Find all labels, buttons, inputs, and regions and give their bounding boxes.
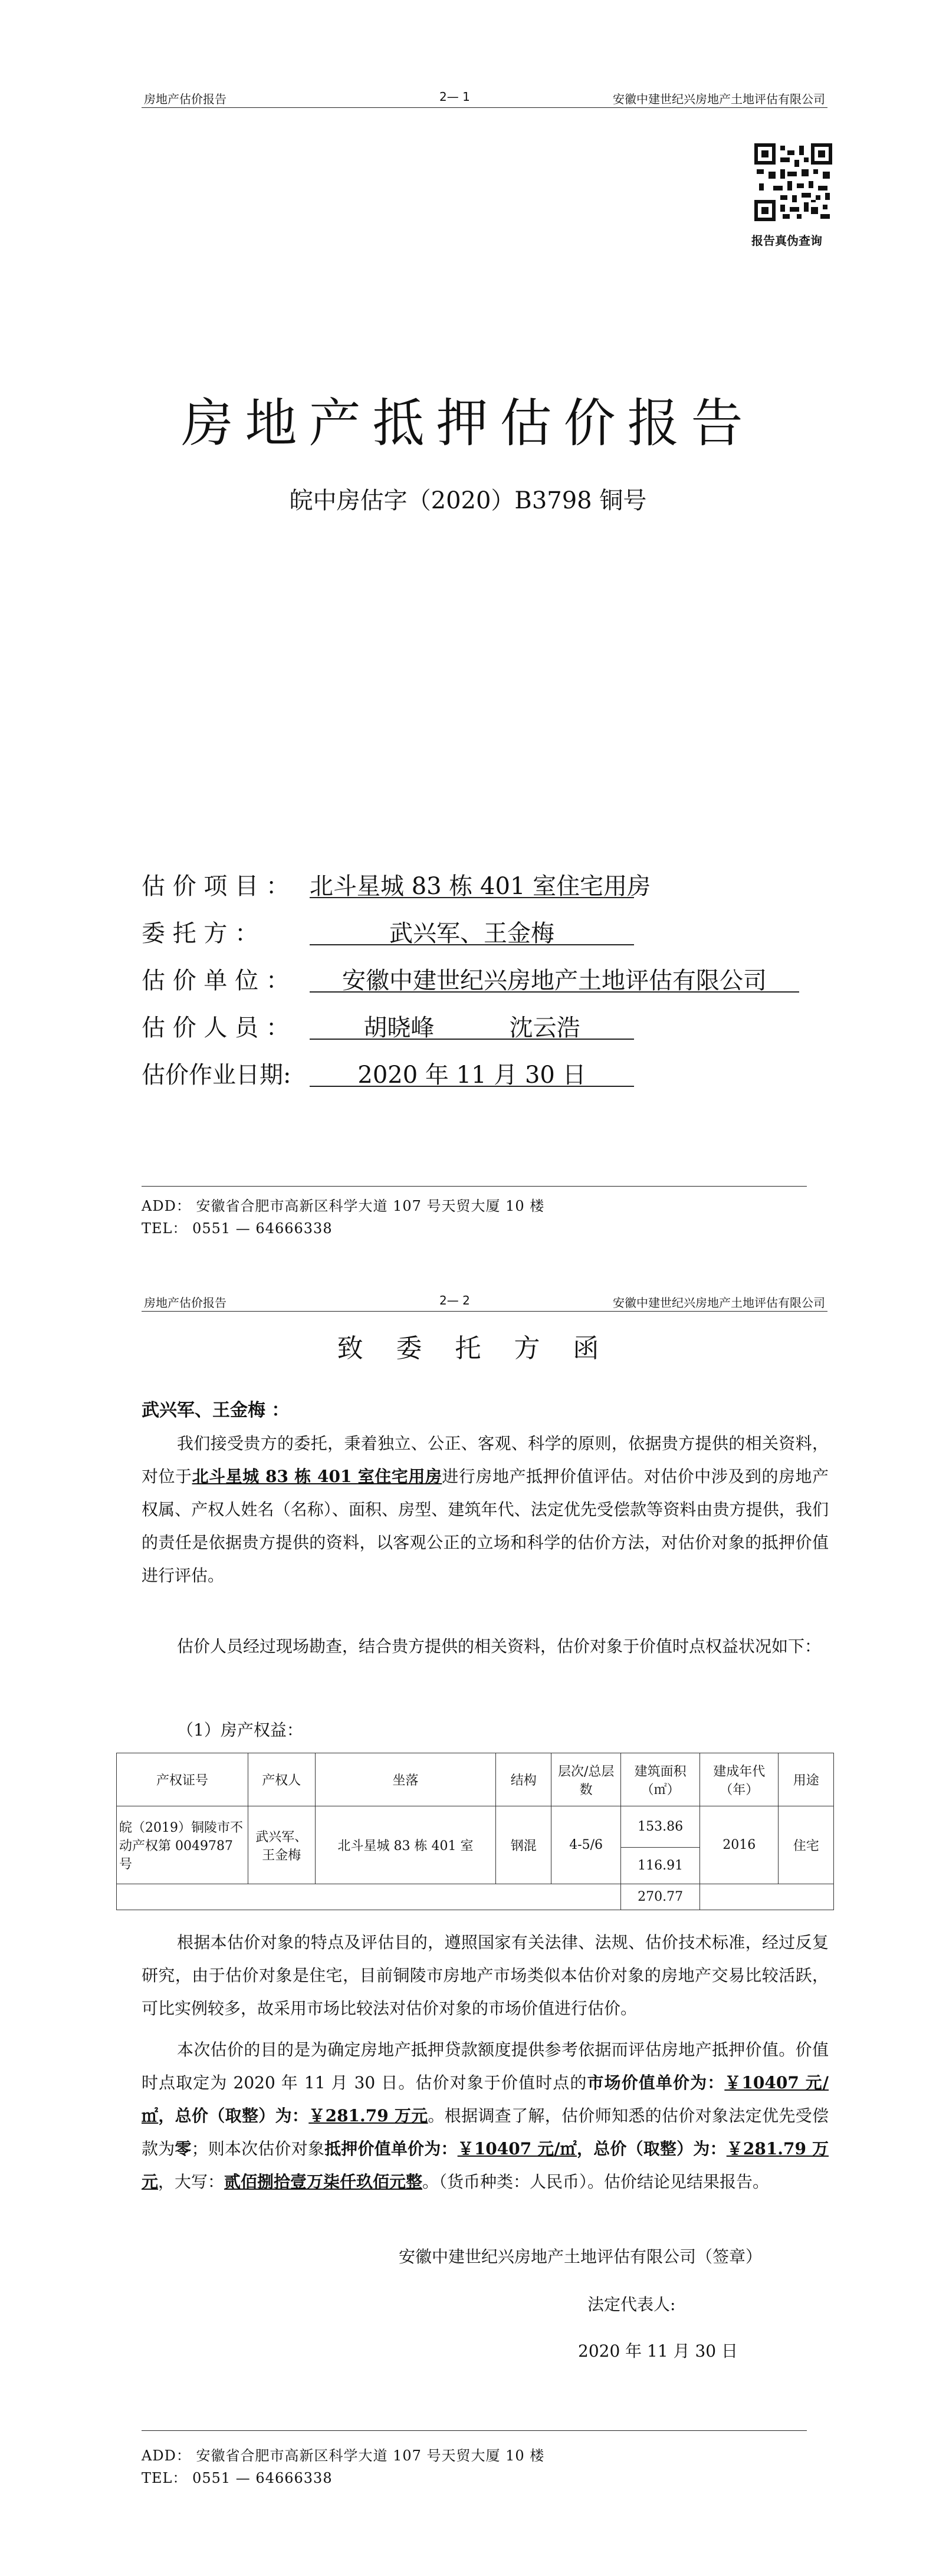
col-floor: 层次/总层数 <box>551 1753 620 1806</box>
cell-structure: 钢混 <box>496 1806 551 1884</box>
info-client-value: 武兴军、王金梅 <box>310 915 634 945</box>
info-date-label: 估价作业日期: <box>142 1062 291 1089</box>
mortgage-total-in-words: 贰佰捌拾壹万柒仟玖佰元整 <box>224 2172 423 2191</box>
header-right: 安徽中建世纪兴房地产土地评估有限公司 <box>613 92 825 106</box>
market-total-label: ，总价（取整）为： <box>158 2106 309 2125</box>
property-address: 北斗星城 83 栋 401 室住宅用房 <box>192 1467 442 1486</box>
para4-text: ；则本次估价对象 <box>191 2139 325 2158</box>
cell-owner: 武兴军、王金梅 <box>248 1806 316 1884</box>
cell-area-1: 153.86 <box>621 1806 700 1848</box>
info-valuers-value: 胡晓峰 沈云浩 <box>310 1009 634 1040</box>
info-date <box>142 1056 802 1089</box>
cell-area-total: 270.77 <box>621 1884 700 1910</box>
mortgage-unit-label: 抵押价值单价为： <box>324 2139 458 2158</box>
sign-legal-representative: 法定代表人: <box>587 2295 676 2314</box>
letter-paragraph-2: 估价人员经过现场勘查，结合贵方提供的相关资料，估价对象于价值时点权益状况如下： <box>177 1637 822 1656</box>
sign-date: 2020 年 11 月 30 日 <box>578 2341 738 2361</box>
cell-total-blank <box>117 1884 621 1910</box>
info-valuers-label: 估 价 人 员 ： <box>142 1014 290 1041</box>
info-project-label: 估 价 项 目 ： <box>142 873 290 900</box>
mortgage-unit-price: ￥10407 元/㎡ <box>457 2139 577 2158</box>
para4-text: 。根据调查了解，估价师知悉的估价对象法定优先受偿款为 <box>142 2106 829 2158</box>
letter-title: 致 委 托 方 函 <box>337 1333 599 1363</box>
header-right: 安徽中建世纪兴房地产土地评估有限公司 <box>613 1296 825 1310</box>
cell-area-2: 116.91 <box>621 1848 700 1884</box>
para4-text: 。（货币种类：人民币）。估价结论见结果报告。 <box>422 2172 770 2191</box>
info-client <box>142 915 802 948</box>
col-cert: 产权证号 <box>117 1753 248 1806</box>
page-header <box>142 1290 827 1312</box>
footer-phone: TEL： 0551 — 64666338 <box>142 1220 333 1237</box>
property-table <box>116 1753 834 1910</box>
footer-phone: TEL： 0551 — 64666338 <box>142 2470 333 2486</box>
sign-company: 安徽中建世纪兴房地产土地评估有限公司（签章） <box>399 2247 763 2266</box>
info-client-label: 委 托 方 ： <box>142 920 259 947</box>
page-header <box>142 86 827 108</box>
header-page-number: 2— 2 <box>439 1293 470 1307</box>
info-valuer-unit-label: 估 价 单 位 ： <box>142 967 290 994</box>
para4-text: 本次估价的目的是为确定房地产抵押贷款额度提供参考依据而评估房地产抵押价值。价值时点取定为 2020 年 11 月 30 日。估价对象于价值时点的 <box>142 2040 829 2092</box>
info-valuer-unit-value: 安徽中建世纪兴房地产土地评估有限公司 <box>310 962 799 993</box>
letter-paragraph-4 <box>142 2033 829 2199</box>
market-total-price: ￥281.79 万元 <box>308 2106 428 2125</box>
table-row <box>117 1806 834 1848</box>
info-project-value: 北斗星城 83 栋 401 室住宅用房 <box>310 868 634 898</box>
mortgage-total-price: ￥281.79 万元 <box>142 2139 829 2191</box>
cell-cert: 皖（2019）铜陵市不动产权第 0049787 号 <box>117 1806 248 1884</box>
table-total-row <box>117 1884 834 1910</box>
col-structure: 结构 <box>496 1753 551 1806</box>
col-owner: 产权人 <box>248 1753 316 1806</box>
para4-text: ，大写： <box>158 2172 225 2191</box>
footer-divider <box>142 1186 807 1187</box>
market-unit-price: ￥10407 元/㎡ <box>142 2073 829 2125</box>
cell-location: 北斗星城 83 栋 401 室 <box>315 1806 496 1884</box>
cell-floor: 4-5/6 <box>551 1806 620 1884</box>
cell-use: 住宅 <box>779 1806 834 1884</box>
header-left: 房地产估价报告 <box>144 92 226 106</box>
letter-paragraph-3: 根据本估价对象的特点及评估目的，遵照国家有关法律、法规、估价技术标准，经过反复研究，由于估价对象是住宅，目前铜陵市房地产市场类似本估价对象的房地产交易比较活跃，可比实例较多，故采用市场比较法对估价对象的市场价值进行估价。 <box>142 1933 829 2018</box>
para1-text-a: 我们接受贵方的委托，秉着独立、公正、客观、科学的原则，依据贵方提供的相关资料，对位于 <box>142 1434 829 1486</box>
cell-year: 2016 <box>699 1806 779 1884</box>
footer-divider <box>142 2430 807 2431</box>
footer-address: ADD： 安徽省合肥市高新区科学大道 107 号天贸大厦 10 楼 <box>142 2447 545 2464</box>
cell-total-blank-2 <box>699 1884 833 1910</box>
letter-salutation: 武兴军、王金梅 ： <box>142 1400 290 1421</box>
col-year: 建成年代（年） <box>699 1753 779 1806</box>
info-project <box>142 868 802 901</box>
info-valuer-unit <box>142 962 802 995</box>
priority-claim-value: 零 <box>175 2139 192 2158</box>
info-date-value: 2020 年 11 月 30 日 <box>310 1056 634 1087</box>
mortgage-total-label: ，总价（取整）为： <box>576 2139 727 2158</box>
table-caption: （1）房产权益： <box>177 1720 303 1740</box>
para1-text-c: 进行房地产抵押价值评估。对估价中涉及到的房地产权属、产权人姓名（名称）、面积、房型、建筑年代、法定优先受偿款等资料由贵方提供，我们的责任是依据贵方提供的资料，以客观公正的立场和科学的估价方法，对估价对象的抵押价值进行评估。 <box>142 1467 829 1585</box>
col-area: 建筑面积（㎡） <box>621 1753 700 1806</box>
table-header-row <box>117 1753 834 1806</box>
qr-caption: 报告真伪查询 <box>751 234 822 248</box>
header-left: 房地产估价报告 <box>144 1296 226 1310</box>
info-valuers <box>142 1009 802 1042</box>
qr-code <box>754 143 832 221</box>
report-number: 皖中房估字（2020）B3798 铜号 <box>289 487 647 514</box>
report-title: 房地产抵押估价报告 <box>181 393 755 454</box>
footer-address: ADD： 安徽省合肥市高新区科学大道 107 号天贸大厦 10 楼 <box>142 1198 545 1214</box>
col-use: 用途 <box>779 1753 834 1806</box>
header-page-number: 2— 1 <box>439 90 470 104</box>
market-unit-label: 市场价值单价为： <box>587 2073 725 2092</box>
letter-paragraph-1 <box>142 1427 829 1592</box>
col-location: 坐落 <box>315 1753 496 1806</box>
